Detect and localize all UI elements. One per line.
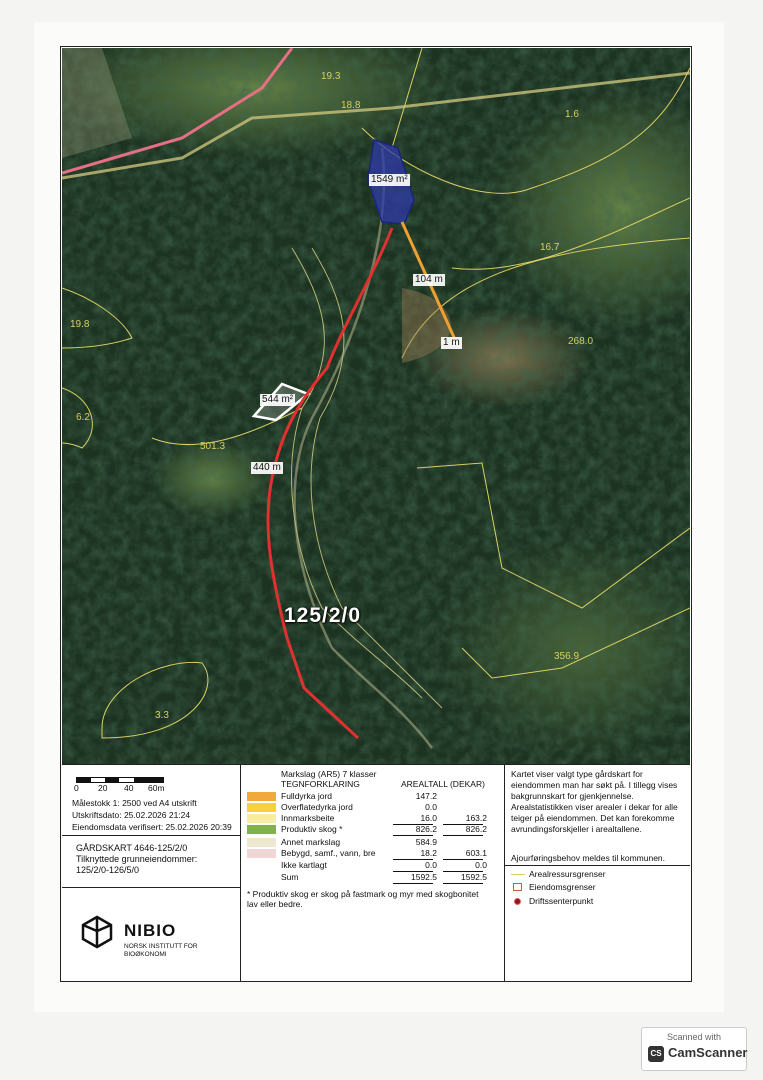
area-value: 1.6 [565,109,579,120]
info-text: Kartet viser valgt type gårdskart for eiendommen man har søkt på. I tillegg vises bakgrunnskart for gjenkjennelse. Arealstatistikken viser arealer i dekar for alle teiger på eiendommen. Det kan forekomme avrundingsforskjeller i arealtallene. [511,769,678,834]
legend-item-label: Eiendomsgrenser [529,882,596,892]
legend-row-label: Produktiv skog * [281,824,343,834]
scanner-caption: Scanned with [666,1032,722,1042]
gardskart-title: GÅRDSKART 4646-125/2/0 [76,843,188,853]
logo-subtitle: NORSK INSTITUTT FOR BIOØKONOMI [124,943,198,958]
legend-row-label: Fulldyrka jord [281,791,333,801]
legend-swatch [247,803,276,812]
legend-row [247,813,497,824]
farm-center-icon [514,898,521,905]
legend-row-sum [247,872,497,883]
divider [62,835,240,836]
legend-row-value: 0.0 [425,802,437,812]
legend-value-header: AREALTALL (DEKAR) [401,779,485,789]
info-update-note: Ajourføringsbehov meldes til kommunen. [511,853,666,863]
legend-row [247,848,497,859]
nibio-mark-icon [80,915,114,949]
legend-row-label: Annet markslag [281,837,341,847]
underline [443,883,483,884]
map-canvas [62,48,690,764]
area-value: 18.8 [341,100,361,111]
area-value: 6.2 [76,412,90,423]
legend-row [247,791,497,802]
legend-row-subtotal: 1592.5 [461,872,487,882]
legend-footnote: * Produktiv skog er skog på fastmark og myr med skogbonitet lav eller bedre. [247,889,479,909]
underline [393,835,433,836]
scale-tick: 60m [148,783,165,793]
label-1m: 1 m [443,337,460,348]
markslag-legend [241,765,505,981]
legend-subtitle: TEGNFORKLARING [281,779,360,789]
area-value: 19.3 [321,71,341,82]
legend-swatch [247,861,276,870]
camscanner-logo-icon: CS [648,1046,664,1062]
label-440: 440 m [253,462,281,473]
legend-swatch [247,849,276,858]
nibio-logo [80,915,198,958]
print-date: Utskriftsdato: 25.02.2026 21:24 [72,810,191,820]
logo-name: NIBIO [124,921,177,940]
legend-title: Markslag (AR5) 7 klasser [281,769,377,779]
tilknyttede-label: Tilknyttede grunneiendommer: [76,854,198,864]
legend-item-label: Driftssenterpunkt [529,896,594,906]
legend-row [247,860,497,871]
legend-row-subtotal: 826.2 [465,824,487,834]
info-column [505,765,690,981]
area-value: 16.7 [540,242,560,253]
legend-property-boundary [511,882,681,893]
underline [443,835,483,836]
area-value: 19.8 [70,319,90,330]
legend-row-label: Bebygd, samf., vann, bre [281,848,376,858]
resource-boundary-icon [511,874,525,875]
aerial-map[interactable] [62,48,690,764]
legend-row-value: 584.9 [415,837,437,847]
divider [62,887,240,888]
tilknyttede-value: 125/2/0-126/5/0 [76,865,140,875]
legend-panel [62,764,690,981]
label-544: 544 m² [262,394,294,405]
legend-item-label: Arealressursgrenser [529,869,606,879]
legend-row [247,824,497,835]
area-value: 268.0 [568,336,594,347]
scale-tick: 40 [124,783,134,793]
legend-row-label: Overflatedyrka jord [281,802,353,812]
legend-row-value: 826.2 [415,824,437,834]
legend-resource-boundary [511,869,681,880]
property-label: 125/2/0 [284,604,362,627]
legend-row [247,837,497,848]
legend-row-value: 147.2 [415,791,437,801]
legend-farm-center [511,896,681,907]
legend-row-label: Ikke kartlagt [281,860,327,870]
legend-row-subtotal: 0.0 [475,860,487,870]
legend-row-subtotal: 163.2 [465,813,487,823]
legend-row-label: Innmarksbeite [281,813,335,823]
legend-row-value: 1592.5 [411,872,437,882]
underline [393,883,433,884]
legend-row-subtotal: 603.1 [465,848,487,858]
camscanner-badge [641,1027,747,1071]
property-boundary-icon [513,883,522,891]
scale-and-info-column [62,765,241,981]
label-1549: 1549 m² [371,174,408,185]
scale-tick: 20 [98,783,108,793]
legend-row-value: 16.0 [420,813,437,823]
scanner-name: CamScanner [668,1045,748,1060]
gardskart-info [76,843,197,876]
scale-tick: 0 [74,783,79,793]
legend-swatch [247,825,276,834]
area-value: 501.3 [200,441,226,452]
divider [505,865,690,866]
verified-date: Eiendomsdata verifisert: 25.02.2026 20:39 [72,822,232,832]
legend-swatch [247,838,276,847]
area-value: 3.3 [155,710,169,721]
legend-row-value: 0.0 [425,860,437,870]
area-value: 356.9 [554,651,580,662]
label-104: 104 m [415,274,443,285]
legend-swatch [247,814,276,823]
legend-swatch [247,792,276,801]
legend-row-label: Sum [281,872,299,882]
legend-row [247,802,497,813]
scale-text: Målestokk 1: 2500 ved A4 utskrift [72,798,197,808]
legend-row-value: 18.2 [420,848,437,858]
